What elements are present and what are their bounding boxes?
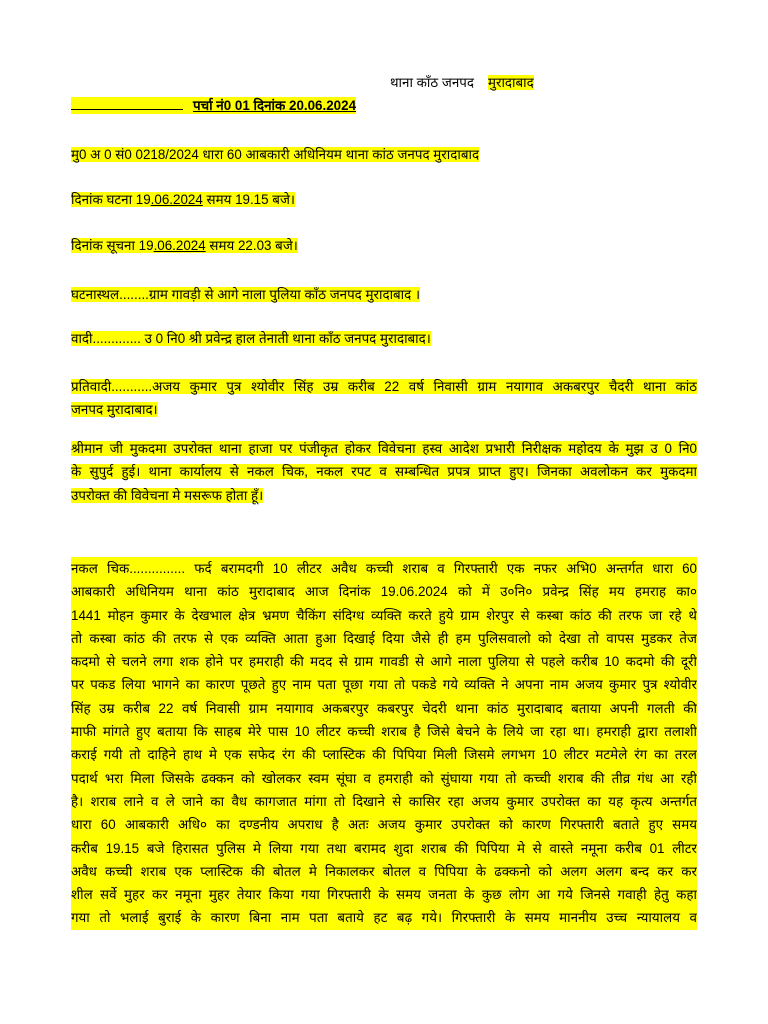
station-name: थाना काँठ जनपद	[390, 75, 474, 90]
incident-date-value: .06.2024	[150, 192, 203, 207]
fir-line: 1441 मोहन कुमार के देखभाल क्षेत्र भ्रमण चैकिंग संदिग्ध व्यक्ति करते हुये ग्राम शेरपुर से कस्बा कांठ की तरफ जा रहे थे	[71, 607, 697, 623]
report-time: समय 22.03 बजे।	[205, 238, 298, 253]
fir-line: शील सर्वे मुहर कर नमूना मुहर तेयार किया गया गिरफ्तारी के समय जनता के कुछ लोग आ गये जिनसे गवाही हेतु कहा	[71, 887, 697, 903]
fir-line: कदमो से चलने लगा शक होने पर हमराही की मदद से ग्राम गावडी से आगे नाला पुलिया से पहले करीब 10 कदमो की दूरी	[71, 654, 697, 670]
district-name: मुरादाबाद	[487, 75, 534, 90]
report-date-label: दिनांक सूचना 19	[71, 238, 154, 253]
fir-line: धारा 60 आबकारी अधि० का दण्डनीय अपराध है अतः अजय कुमार उपरोक्त को कारण गिरफ्तारी बताते हुए समय	[71, 817, 697, 833]
intro-line: उपरोक्त की विवेचना मे मसरूफ होता हूँ।	[71, 487, 264, 503]
fir-line: आबकारी अधिनियम थाना कांठ मुरादाबाद आज दिनांक 19.06.2024 को में उ०नि० प्रवेन्द्र सिंह मय हमराह का०	[71, 584, 697, 600]
intro-paragraph	[71, 437, 697, 507]
fir-line: माफी मांगते हुए बताया कि साहब मेरे पास 10 लीटर कच्ची शराब है जिसे बेचने के लिये जा रहा था। हमराही द्वारा तलाशी	[71, 724, 697, 740]
fir-line: तो कस्बा कांठ की तरफ से एक व्यक्ति आता हुआ दिखाई दिया जैसे ही हम पुलिसवालो को देखा तो वापस मुडकर तेज	[71, 630, 697, 646]
station-header	[390, 74, 534, 91]
blank-underline	[71, 97, 183, 110]
fir-copy-paragraph	[71, 557, 697, 930]
intro-line: श्रीमान जी मुकदमा उपरोक्त थाना हाजा पर पंजीकृत होकर विवेचना हस्व आदेश प्रभारी निरीक्षक महोदय के मुझ उ 0 नि0	[71, 441, 697, 456]
incident-time: समय 19.15 बजे।	[202, 192, 295, 207]
fir-line: कराई गयी तो दाहिने हाथ मे एक सफेद रंग की प्लास्टिक की पिपिया मिली जिसमे लगभग 10 लीटर मटमेले रंग का तरल	[71, 747, 697, 763]
intro-line: के सुपुर्द हुई। थाना कार्यालय से नकल चिक, नकल रपट व सम्बन्धित प्रपत्र प्राप्त हुए। जिनका अवलोकन कर मुकदमा	[71, 464, 697, 480]
incident-date-label: दिनांक घटना 19	[71, 192, 151, 207]
complainant-line: वादी............. उ 0 नि0 श्री प्रवेन्द्र हाल तेनाती थाना काँठ जनपद मुरादाबाद।	[71, 331, 431, 346]
incident-date-line	[71, 191, 295, 208]
accused-line: प्रतिवादी...........अजय कुमार पुत्र श्योवीर सिंह उम्र करीब 22 वर्ष निवासी ग्राम नयागाव अकबरपुर चैदरी थाना कांठ	[71, 379, 697, 394]
incident-location: घटनास्थल........ग्राम गावड़ी से आगे नाला पुलिया काँठ जनपद मुरादाबाद ।	[71, 287, 421, 302]
fir-line: गया तो भलाई बुराई के कारण बिना नाम पता बताये हट बढ़ गये। गिरफ्तारी के समय माननीय उच्च न्यायालय व	[71, 910, 697, 926]
parcha-title: पर्चा नं0 01 दिनांक 20.06.2024	[193, 98, 357, 113]
fir-line: नकल चिक............... फर्द बरामदगी 10 लीटर अवैध कच्ची शराब व गिरफ्तारी एक नफर अभि0 अन्तर्गत धारा 60	[71, 561, 697, 576]
fir-line: करीब 19.15 बजे हिरासत पुलिस मे लिया गया तथा बरामद शुदा शराब की पिपिया मे से वास्ते नमूना करीब 01 लीटर	[71, 840, 697, 856]
accused-line: जनपद मुरादाबाद।	[71, 402, 158, 418]
report-date-line	[71, 237, 298, 254]
fir-line: अवैध कच्ची शराब एक प्लास्टिक की बोतल मे निकालकर बोतल व पिपिया के ढक्कनो को अलग अलग बन्द कर कर	[71, 863, 697, 879]
fir-line: पर पकड लिया भागने का कारण पूछते हुए नाम पता पूछा गया तो पकडे गये व्यक्ति ने अपना नाम अजय कुमार पुत्र श्योवीर	[71, 677, 697, 693]
case-number: मु0 अ 0 सं0 0218/2024 धारा 60 आबकारी अधिनियम थाना कांठ जनपद मुरादाबाद	[71, 147, 480, 162]
accused-paragraph	[71, 375, 697, 422]
fir-line: पदार्थ भरा मिला जिसके ढक्कन को खोलकर स्वम सूंघा व हमराही को सुंघाया गया तो कच्ची शराब की तीव्र गंध आ रही	[71, 770, 697, 786]
report-date-value: .06.2024	[153, 238, 206, 253]
fir-line: है। शराब लाने व ले जाने का वैध कागजात मांगा तो दिखाने से कासिर रहा अजय कुमार उपरोक्त का यह कृत्य अन्तर्गत	[71, 793, 697, 809]
fir-line: सिंह उम्र करीब 22 वर्ष निवासी ग्राम नयागाव अकबरपुर कबरपुर चेदरी थाना कांठ मुरादाबाद बताया अपनी गलती की	[71, 700, 697, 716]
parcha-title-line	[71, 97, 356, 114]
